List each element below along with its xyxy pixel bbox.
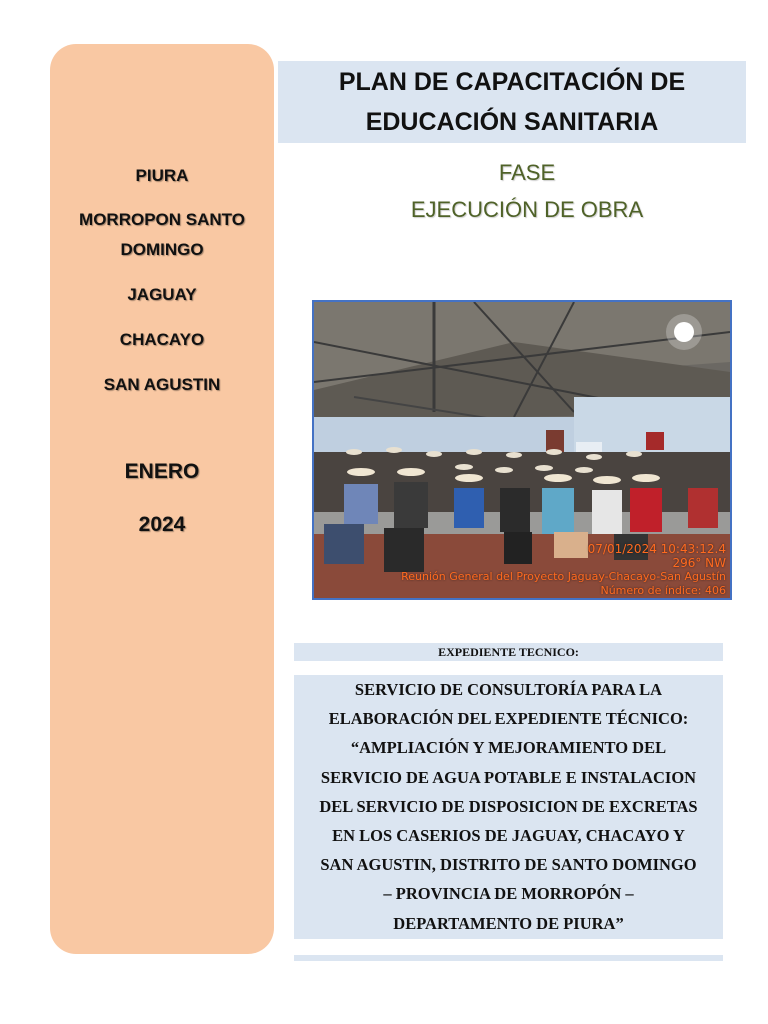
title-line-1: PLAN DE CAPACITACIÓN DE xyxy=(338,68,686,96)
divider-bar xyxy=(294,955,723,961)
description-line: EN LOS CASERIOS DE JAGUAY, CHACAYO Y xyxy=(332,825,685,845)
document-title xyxy=(278,61,746,143)
description-line: SAN AGUSTIN, DISTRITO DE SANTO DOMINGO xyxy=(320,855,697,875)
description-line: ELABORACIÓN DEL EXPEDIENTE TÉCNICO: xyxy=(328,709,689,729)
meeting-photo xyxy=(312,300,732,600)
description-line: – PROVINCIA DE MORROPÓN – xyxy=(383,884,634,904)
phase-label: FASE xyxy=(498,160,556,185)
year-label: 2024 xyxy=(138,513,186,536)
photo-caption: Reunión General del Proyecto Jaguay-Chacayo-San Agustín xyxy=(401,570,726,583)
project-description xyxy=(294,675,723,939)
description-line: SERVICIO DE AGUA POTABLE E INSTALACION xyxy=(320,767,697,787)
expediente-label: EXPEDIENTE TECNICO: xyxy=(294,643,723,661)
month-label: ENERO xyxy=(124,460,200,483)
photo-heading: 296° NW xyxy=(672,556,726,570)
title-line-2: EDUCACIÓN SANITARIA xyxy=(365,108,659,136)
description-line: DEPARTAMENTO DE PIURA” xyxy=(393,913,624,933)
sidebar-panel xyxy=(50,44,274,954)
location-chacayo: CHACAYO xyxy=(119,330,205,349)
description-line: DEL SERVICIO DE DISPOSICION DE EXCRETAS xyxy=(319,796,698,816)
photo-timestamp: 07/01/2024 10:43:12.4 xyxy=(587,542,726,556)
location-morropon: MORROPON SANTO xyxy=(79,210,245,229)
location-piura: PIURA xyxy=(135,166,189,185)
description-line: “AMPLIACIÓN Y MEJORAMIENTO DEL xyxy=(350,738,667,758)
location-san-agustin: SAN AGUSTIN xyxy=(103,375,221,394)
location-jaguay: JAGUAY xyxy=(127,285,197,304)
phase-name: EJECUCIÓN DE OBRA xyxy=(410,197,644,222)
photo-index: Número de índice: 406 xyxy=(600,584,726,597)
location-domingo: DOMINGO xyxy=(120,240,204,259)
description-line: SERVICIO DE CONSULTORÍA PARA LA xyxy=(354,680,663,699)
